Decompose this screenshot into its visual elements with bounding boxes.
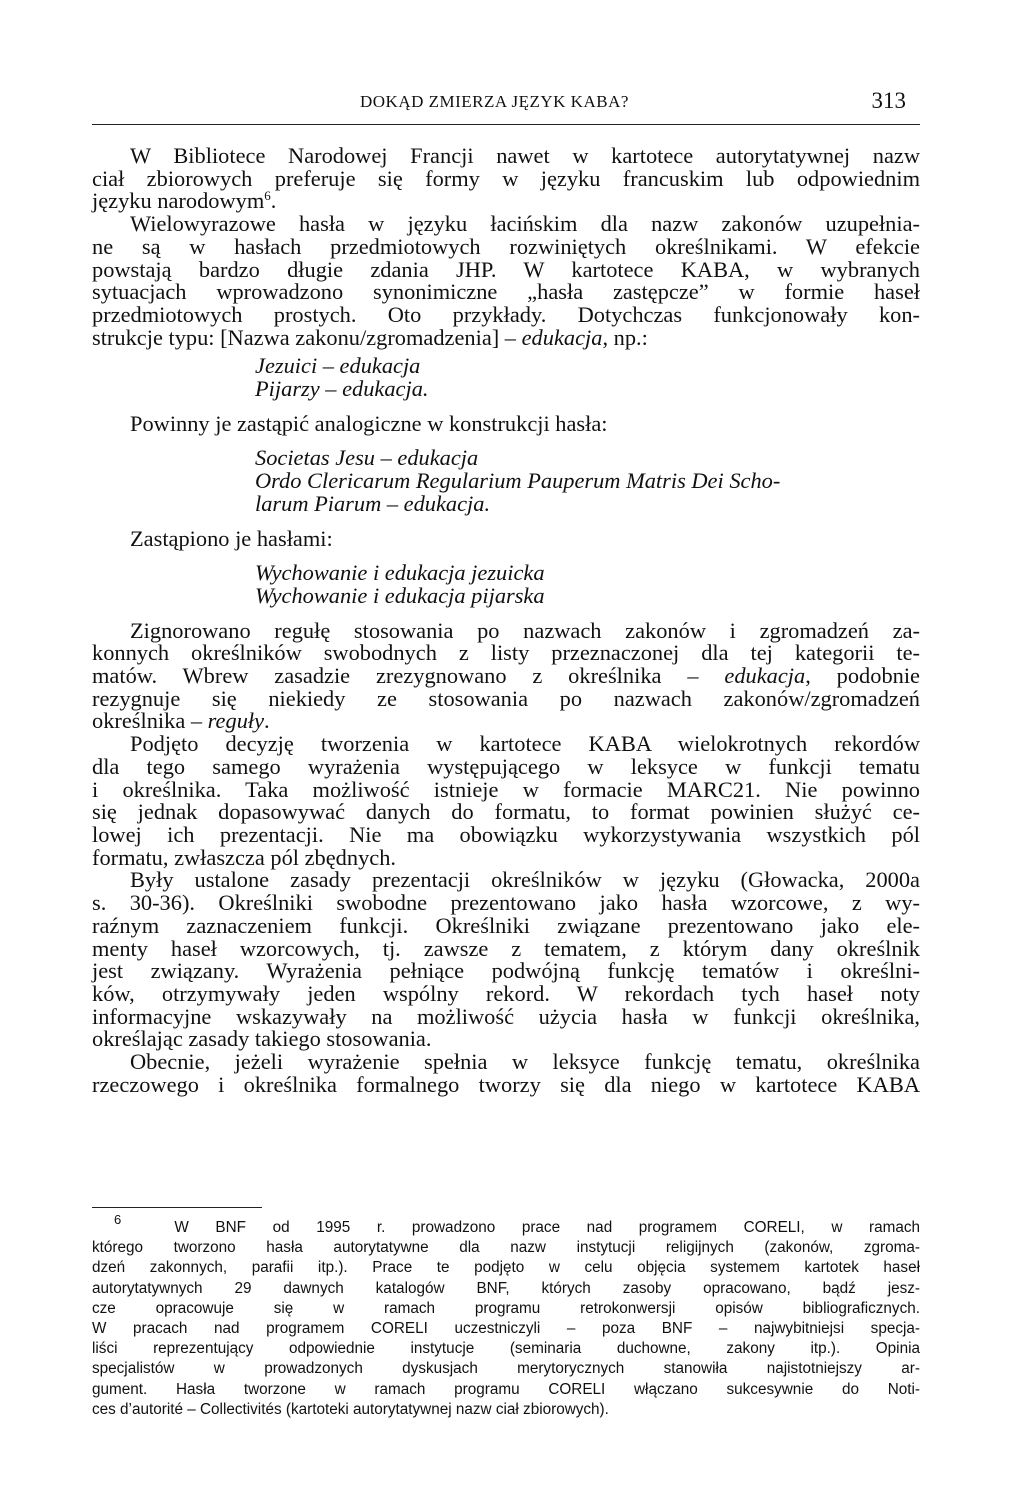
text-line: ciał zbiorowych preferuje się formy w języku francuskim lub odpowiednim [92,165,920,191]
text-line-part: , podobnie [805,663,920,689]
italic-term: edukacja [724,663,806,689]
text-line: menty haseł wzorcowych, tj. zawsze z tematem, z którym dany określnik [92,935,920,961]
text-line: Wielowyrazowe hasła w języku łacińskim dla nazw zakonów uzupełnia- [130,211,920,237]
paragraph [92,1051,920,1096]
footnote-line [92,1212,921,1238]
footnote [92,1212,921,1420]
footnote-line: cze opracowuje się w ramach programu retrokonwersji opisów bibliograficznych. [92,1299,920,1317]
footnote-marker: 6 [114,1212,122,1227]
running-head: DOKĄD ZMIERZA JĘZYK KABA? [360,92,629,111]
text-line: Były ustalone zasady prezentacji określników w języku (Głowacka, 2000a [130,867,920,893]
text-line-part: matów. Wbrew zasadzie zrezygnowano z określnika – [92,663,725,689]
text-line-part: . [270,188,277,214]
footnote-reference: 6 [264,188,271,204]
text-line [92,324,920,350]
text-line: dla tego samego wyrażenia występującego w leksyce w funkcji tematu [92,753,920,779]
text-line: W Bibliotece Narodowej Francji nawet w kartotece autorytatywnej nazw [130,143,920,168]
paragraph [92,733,920,869]
text-line: informacyjne wskazywały na możliwość użycia hasła w funkcji określnika, [92,1003,920,1029]
page-header [92,90,920,125]
text-line [92,710,920,733]
text-line: lowej ich prezentacji. Nie ma obowiązku wykorzystywania wszystkich pól [92,821,920,847]
text-line: konnych określników swobodnych z listy przeznaczonej dla tej kategorii te- [92,640,920,666]
italic-term: edukacja [521,324,603,350]
example-heading: Societas Jesu – edukacja [255,445,479,471]
page-number: 313 [871,88,906,113]
example-heading: Jezuici – edukacja [255,353,421,379]
footnote-line: autorytatywnych 29 dawnych katalogów BNF, których zasoby opracowano, bądź jesz- [92,1279,920,1297]
main-text [92,145,920,1096]
text-line: Zastąpiono je hasłami: [130,525,333,551]
text-line: Obecnie, jeżeli wyrażenie spełnia w leksyce funkcję tematu, określnika [130,1049,920,1075]
text-line: ne są w hasłach przedmiotowych rozwiniętych określnikami. W efekcie [92,233,920,259]
text-line-part: , np.: [602,324,648,350]
text-line: formatu, zwłaszcza pól zbędnych. [92,844,397,870]
example-heading: Wychowanie i edukacja jezuicka [255,560,545,586]
text-line-part: języku narodowym [92,188,265,214]
text-line: się jednak dopasowywać danych do formatu, to format powinien służyć ce- [92,799,920,825]
paragraph [92,145,920,213]
paragraph [92,617,920,734]
footnote-line-text: W BNF od 1995 r. prowadzono prace nad programem CORELI, w ramach [174,1219,921,1236]
example-heading: larum Piarum – edukacja. [255,490,491,516]
paragraph [92,869,920,1051]
text-line: ków, otrzymywały jeden wspólny rekord. W rekordach tych haseł noty [92,980,920,1006]
italic-term: reguły [207,708,265,734]
example-heading: Ordo Clericarum Regularium Pauperum Matris Dei Scho- [255,468,781,494]
text-line-part: . [264,708,270,734]
footnote-line: gument. Hasła tworzone w ramach programu CORELI włączano sukcesywnie do Noti- [92,1380,920,1398]
example-heading: Pijarzy – edukacja. [255,376,429,402]
text-line-part: strukcje typu: [Nazwa zakonu/zgromadzenia] – [92,324,522,350]
text-line [92,665,920,688]
text-line: sytuacjach wprowadzono synonimiczne „hasła zastępcze” w formie haseł [92,279,920,305]
text-line: określając zasady takiego stosowania. [92,1026,432,1052]
text-line: Powinny je zastąpić analogiczne w konstrukcji hasła: [130,410,608,436]
footnote-line: ces d’autorité – Collectivités (kartoteki autorytatywnej nazw ciał zbiorowych). [92,1400,609,1418]
footnote-line: liści reprezentujący odpowiednie instytucje (seminaria duchowne, zakony itp.). Opinia [92,1340,920,1358]
text-line: powstają bardzo długie zdania JHP. W kartotece KABA, w wybranych [92,256,920,282]
example-block [92,447,920,515]
text-line: rzeczowego i określnika formalnego tworzy się dla niego w kartotece KABA [92,1071,920,1097]
example-heading: Wychowanie i edukacja pijarska [255,582,545,608]
example-block [92,355,920,400]
text-line: Podjęto decyzję tworzenia w kartotece KABA wielokrotnych rekordów [130,731,920,757]
footnote-separator [92,1207,262,1208]
text-line: rezygnuje się niekiedy ze stosowania po nazwach zakonów/zgromadzeń [92,685,920,711]
text-line-part: określnika – [92,708,208,734]
footnote-line: dzeń zakonnych, parafii itp.). Prace te podjęto w celu objęcia systemem kartotek haseł [92,1259,920,1277]
footnote-line: którego tworzono hasła autorytatywne dla nazw instytucji religijnych (zakonów, zgroma- [92,1239,920,1257]
text-line: Zignorowano regułę stosowania po nazwach zakonów i zgromadzeń za- [130,617,920,643]
paragraph [92,213,920,349]
text-line: raźnym zaznaczeniem funkcji. Określniki związane prezentowano jako ele- [92,912,920,938]
footnote-line: W pracach nad programem CORELI uczestniczyli – poza BNF – najwybitniejsi specja- [92,1320,920,1338]
text-line: jest związany. Wyrażenia pełniące podwójną funkcję tematów i określni- [92,958,920,984]
text-line: s. 30-36). Określniki swobodne prezentowano jako hasła wzorcowe, z wy- [92,890,920,916]
text-line [92,190,920,213]
text-line: i określnika. Taka możliwość istnieje w formacie MARC21. Nie powinno [92,776,920,802]
text-line: przedmiotowych prostych. Oto przykłady. Dotychczas funkcjonowały kon- [92,301,920,327]
footnote-line: specjalistów w prowadzonych dyskusjach merytorycznych stanowiła najistotniejszy ar- [92,1360,920,1378]
example-block [92,562,920,607]
